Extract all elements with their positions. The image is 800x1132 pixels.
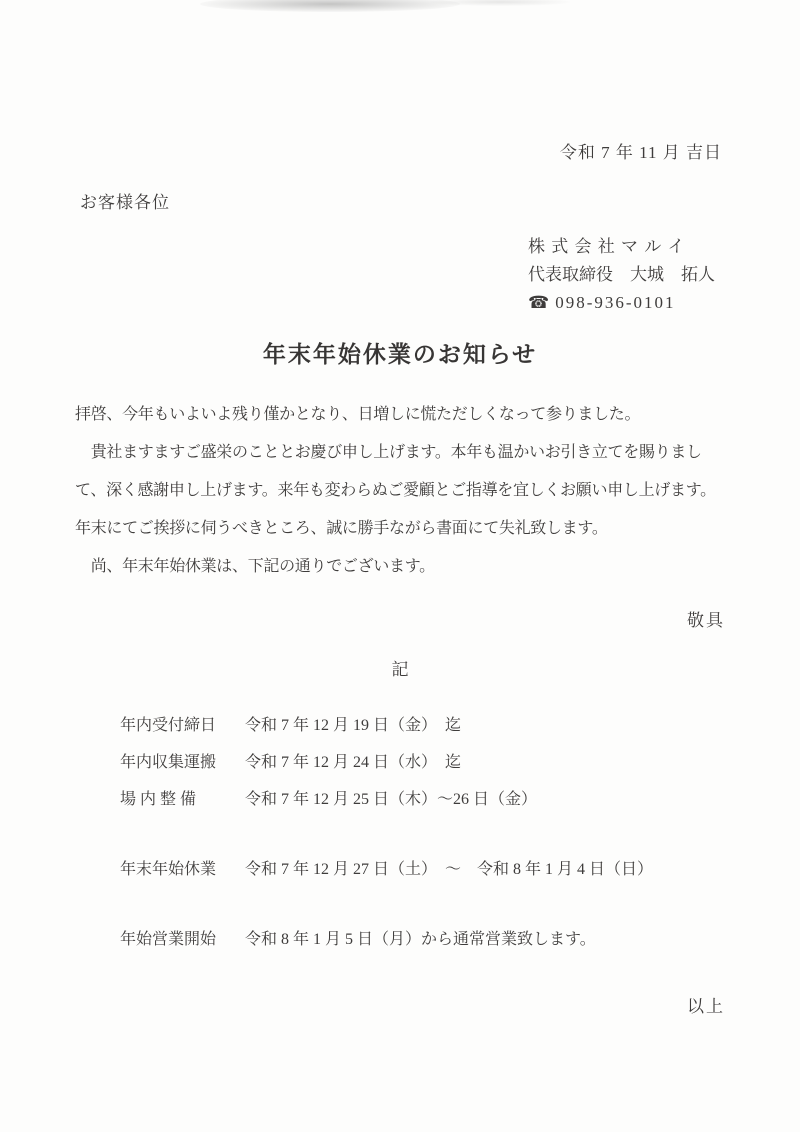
schedule-row-collection-transport xyxy=(120,744,653,781)
end-mark: 以上 xyxy=(687,997,725,1016)
recipient-line: お客様各位 xyxy=(80,193,170,212)
schedule-value: 令和 8 年 1 月 5 日（月）から通常営業致します。 xyxy=(245,931,596,948)
company-name: 株 式 会 社 マ ル イ xyxy=(528,237,686,256)
schedule-label: 場 内 整 備 xyxy=(120,791,197,808)
schedule-label: 年内受付締日 xyxy=(120,717,217,734)
record-heading: 記 xyxy=(391,660,409,679)
spacer xyxy=(120,818,653,851)
scan-artifact xyxy=(200,0,460,12)
closing-word: 敬具 xyxy=(687,611,725,630)
body-line-2: 貴社ますますご盛栄のこととお慶び申し上げます。本年も温かいお引き立てを賜りまし xyxy=(75,444,702,461)
phone-line xyxy=(528,289,715,317)
schedule-list xyxy=(120,707,653,958)
sender-block xyxy=(528,233,715,317)
representative-name: 代表取締役 大城 拓人 xyxy=(528,265,715,284)
schedule-row-reception-deadline xyxy=(120,707,653,744)
page-title: 年末年始休業のお知らせ xyxy=(262,341,538,367)
body-line-1: 拝啓、今年もいよいよ残り僅かとなり、日増しに慌ただしくなって参りました。 xyxy=(75,406,641,423)
schedule-row-business-resume xyxy=(120,921,653,958)
phone-number: 098-936-0101 xyxy=(555,293,676,312)
schedule-label: 年末年始休業 xyxy=(120,861,217,878)
schedule-label: 年始営業開始 xyxy=(120,931,217,948)
schedule-label: 年内収集運搬 xyxy=(120,754,217,771)
schedule-row-holiday-period xyxy=(120,851,653,888)
schedule-row-site-maintenance xyxy=(120,781,653,818)
document-date: 令和 7 年 11 月 吉日 xyxy=(559,143,722,162)
schedule-value: 令和 7 年 12 月 25 日（木）～26 日（金） xyxy=(245,791,538,808)
body-line-5: 尚、年末年始休業は、下記の通りでございます。 xyxy=(75,558,435,575)
schedule-value: 令和 7 年 12 月 19 日（金） 迄 xyxy=(245,717,462,734)
body-text xyxy=(75,396,735,586)
body-line-3: て、深く感謝申し上げます。来年も変わらぬご愛顧とご指導を宜しくお願い申し上げます。 xyxy=(75,482,716,499)
telephone-icon: ☎ xyxy=(528,293,550,312)
spacer xyxy=(120,888,653,921)
schedule-value: 令和 7 年 12 月 27 日（土） ～ 令和 8 年 1 月 4 日（日） xyxy=(245,861,654,878)
schedule-value: 令和 7 年 12 月 24 日（水） 迄 xyxy=(245,754,462,771)
body-line-4: 年末にてご挨拶に伺うべきところ、誠に勝手ながら書面にて失礼致します。 xyxy=(75,520,608,537)
